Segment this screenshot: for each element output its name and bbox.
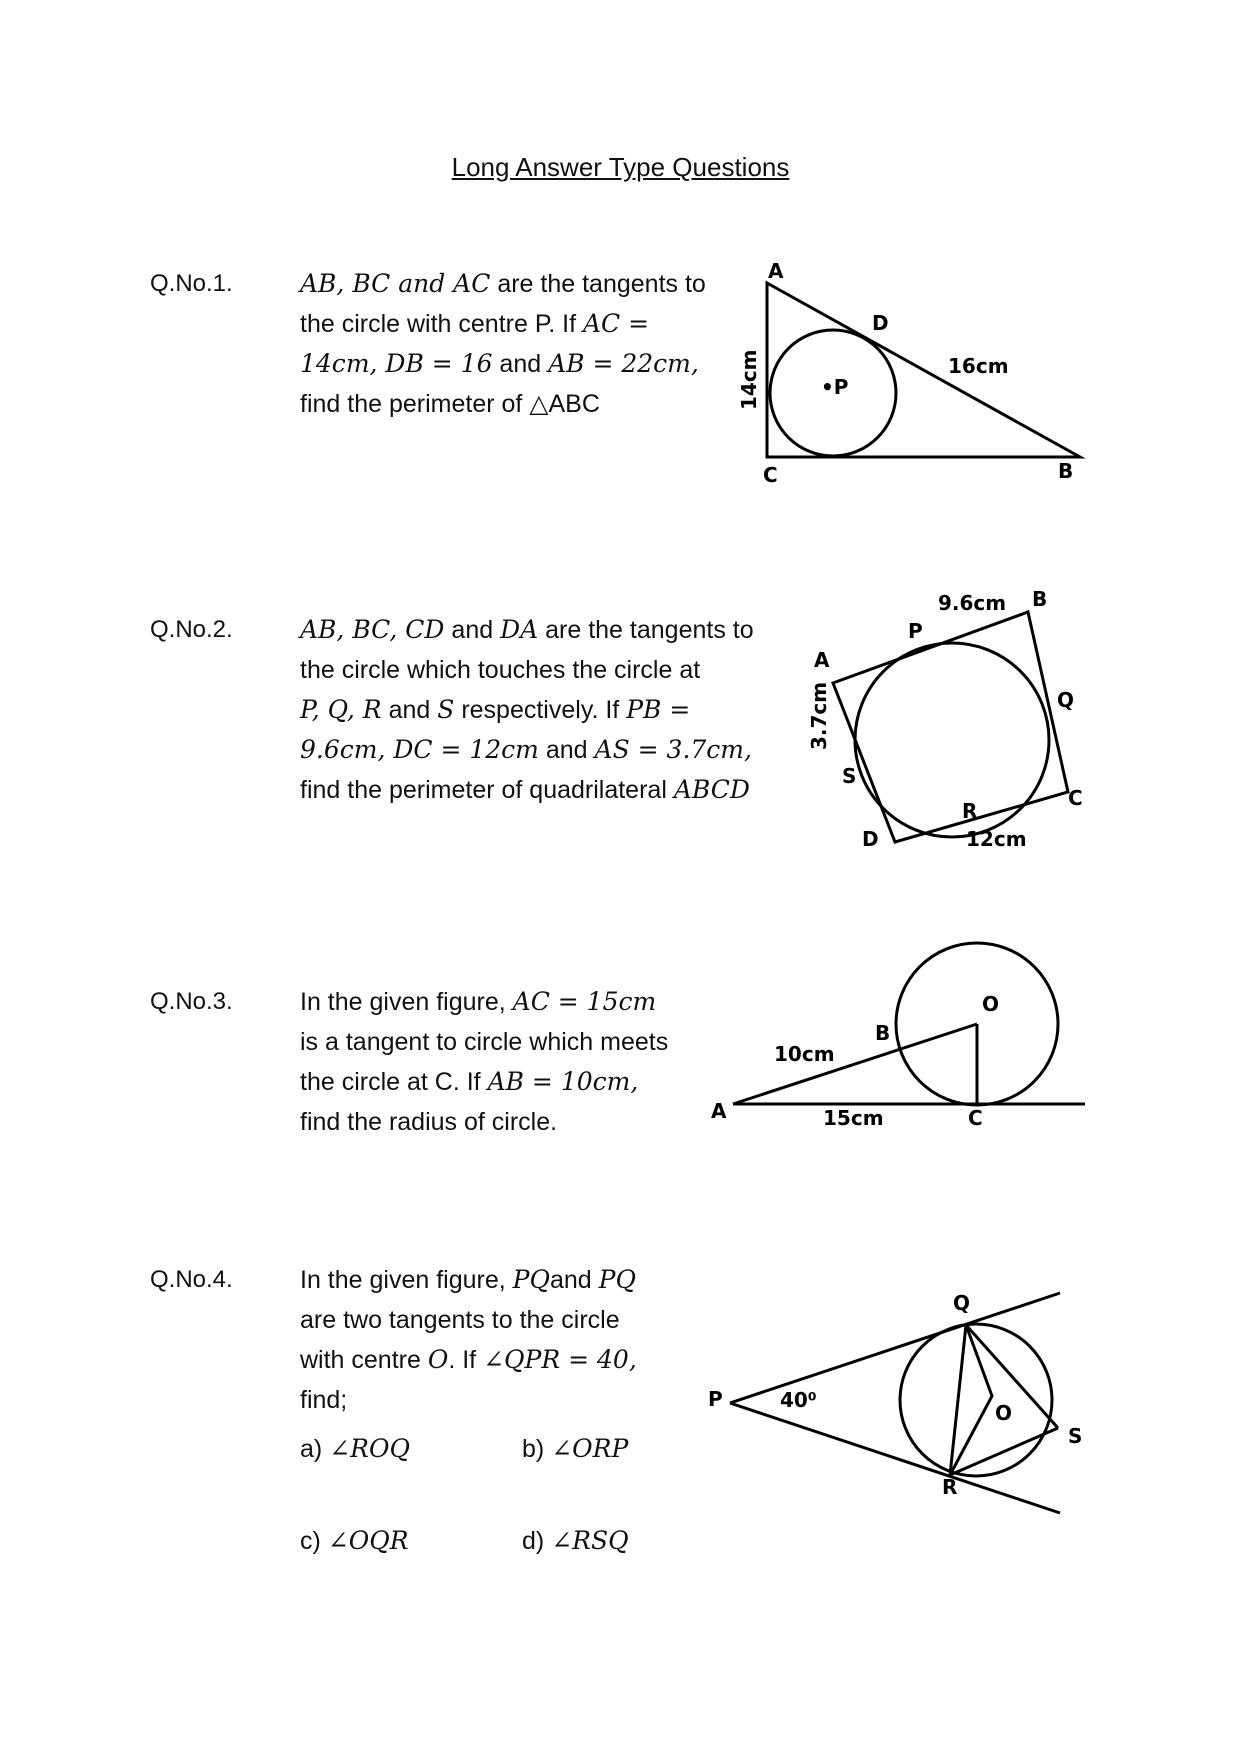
- label-p: •P: [821, 375, 849, 399]
- tangent-pq: [730, 1293, 1060, 1403]
- label-9.6cm: 9.6cm: [938, 591, 1007, 615]
- question-1-text: AB, BC and AC are the tangents to the circle with centre P. If AC = 14cm, DB = 16 and AB = 22cm, find the perimeter of △ABC: [300, 269, 706, 418]
- label-10cm: 10cm: [774, 1042, 835, 1066]
- label-angle: 40⁰: [780, 1388, 817, 1412]
- chord-rs: [950, 1428, 1058, 1475]
- label-a: A: [814, 648, 830, 672]
- label-b: B: [875, 1021, 891, 1045]
- part-b: b) ∠ORP: [522, 1434, 629, 1463]
- label-d: D: [872, 311, 889, 335]
- question-4-number: Q.No.4.: [150, 1266, 233, 1293]
- label-3.7cm: 3.7cm: [807, 681, 831, 750]
- label-c: C: [1068, 786, 1083, 810]
- label-c: C: [968, 1106, 983, 1130]
- question-1-number: Q.No.1.: [150, 270, 233, 297]
- label-q: Q: [1057, 688, 1075, 712]
- question-2-text: AB, BC, CD and DA are the tangents to the circle which touches the circle at P, Q, R and S respectively. If PB = 9.6cm, DC = 12cm and AS = 3.7cm, find the perimeter of quadrilateral ABCD: [300, 615, 754, 804]
- label-c: C: [763, 463, 778, 487]
- part-a: a) ∠ROQ: [300, 1434, 410, 1463]
- label-q: Q: [953, 1291, 971, 1315]
- label-o: O: [995, 1401, 1013, 1425]
- label-b: B: [1032, 587, 1048, 611]
- label-15cm: 15cm: [823, 1106, 884, 1130]
- label-d: D: [862, 827, 879, 851]
- question-3-number: Q.No.3.: [150, 988, 233, 1015]
- label-a: A: [711, 1099, 727, 1123]
- question-4-text: In the given figure, PQand PQ are two tangents to the circle with centre O. If ∠QPR = 40, find;: [300, 1265, 637, 1414]
- circle: [900, 1324, 1052, 1476]
- label-p: P: [708, 1387, 723, 1411]
- label-16cm: 16cm: [948, 354, 1009, 378]
- part-d: d) ∠RSQ: [522, 1526, 629, 1555]
- label-o: O: [982, 992, 1000, 1016]
- label-14cm: 14cm: [737, 349, 761, 410]
- label-a: A: [768, 259, 784, 283]
- label-r: R: [962, 799, 978, 823]
- label-r: R: [942, 1475, 958, 1499]
- part-c: c) ∠OQR: [300, 1526, 409, 1555]
- label-s: S: [842, 764, 857, 788]
- label-b: B: [1058, 459, 1074, 483]
- label-p: P: [908, 619, 923, 643]
- question-2-number: Q.No.2.: [150, 616, 233, 643]
- label-s: S: [1068, 1424, 1083, 1448]
- question-3-text: In the given figure, AC = 15cm is a tangent to circle which meets the circle at C. If AB = 10cm, find the radius of circle.: [300, 987, 669, 1136]
- page-title: Long Answer Type Questions: [451, 152, 790, 182]
- label-12cm: 12cm: [966, 827, 1027, 851]
